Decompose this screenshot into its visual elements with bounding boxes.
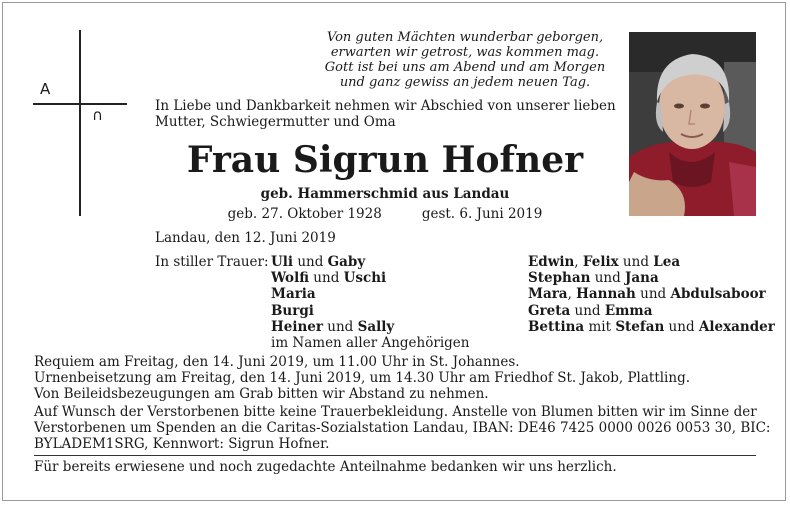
mourner-name: Wolfi xyxy=(271,270,310,287)
mourner-line: Heiner und Sally xyxy=(271,318,395,335)
mourner-name: Stephan xyxy=(528,270,591,287)
mourner-line: Bettina mit Stefan und Alexander xyxy=(528,318,775,335)
place-and-date: Landau, den 12. Juni 2019 xyxy=(155,230,336,246)
mourners-column-grandchildren xyxy=(528,254,775,335)
mourner-name: Mara xyxy=(528,286,568,303)
cross-horizontal-bar xyxy=(33,103,127,105)
poem xyxy=(320,30,610,90)
condolence-notice: Von Beileidsbezeugungen am Grab bitten wir Abstand zu nehmen. xyxy=(34,386,489,402)
mourner-name: Jana xyxy=(625,270,659,287)
mourner-name: Gaby xyxy=(327,254,366,270)
mourners-column-children xyxy=(271,254,469,351)
mourner-name: Greta xyxy=(528,302,571,319)
mourner-line: Wolfi und Uschi xyxy=(271,270,387,287)
burial-notice: Urnenbeisetzung am Freitag, den 14. Juni 2019, um 14.30 Uhr am Friedhof St. Jakob, Plattling. xyxy=(34,370,691,386)
mourner-name: Alexander xyxy=(698,318,775,335)
omega-symbol: ∩ xyxy=(92,106,103,124)
donation-line: BYLADEM1SRG, Kennwort: Sigrun Hofner. xyxy=(34,436,330,452)
poem-line: und ganz gewiss an jedem neuen Tag. xyxy=(339,75,591,90)
death-date: gest. 6. Juni 2019 xyxy=(421,206,543,222)
mourners-label: In stiller Trauer: xyxy=(155,254,269,270)
mourner-line xyxy=(271,303,469,319)
mourner-name: Hannah xyxy=(576,286,636,303)
birth-date: geb. 27. Oktober 1928 xyxy=(227,206,382,222)
requiem-notice: Requiem am Freitag, den 14. Juni 2019, um 11.00 Uhr in St. Johannes. xyxy=(34,354,520,370)
mourner-name: Lea xyxy=(653,254,681,270)
mourner-name: Uli xyxy=(271,254,294,270)
mourner-line: Mara, Hannah und Abdulsaboor xyxy=(528,286,766,303)
cross-vertical-bar xyxy=(79,30,81,216)
mourner-name: Emma xyxy=(604,302,653,319)
mourner-name: Maria xyxy=(271,286,316,303)
mourner-name: Bettina xyxy=(528,318,585,335)
life-dates xyxy=(155,206,615,222)
intro-line: Mutter, Schwiegermutter und Oma xyxy=(155,114,396,130)
mourner-line xyxy=(271,286,469,302)
poem-line: erwarten wir getrost, was kommen mag. xyxy=(330,45,600,60)
service-notices xyxy=(34,354,690,402)
donation-request xyxy=(34,404,771,452)
mourner-name: Uschi xyxy=(343,270,387,287)
thanks-note: Für bereits erwiesene und noch zugedachte Anteilnahme bedanken wir uns herzlich. xyxy=(34,459,617,475)
mourner-name: Edwin xyxy=(528,254,575,270)
mourner-name: Felix xyxy=(582,254,619,270)
poem-line: Gott ist bei uns am Abend und am Morgen xyxy=(324,60,606,75)
mourner-name: Abdulsaboor xyxy=(670,286,766,303)
mourner-line: Greta und Emma xyxy=(528,302,653,319)
portrait-photo xyxy=(629,32,756,216)
mourner-line: Stephan und Jana xyxy=(528,270,659,287)
intro-line: In Liebe und Dankbarkeit nehmen wir Abschied von unserer lieben xyxy=(155,98,616,114)
mourner-name: Stefan xyxy=(615,318,665,335)
maiden-name: geb. Hammerschmid aus Landau xyxy=(260,186,510,202)
poem-line: Von guten Mächten wunderbar geborgen, xyxy=(326,30,604,45)
donation-line: Auf Wunsch der Verstorbenen bitte keine Trauerbekleidung. Anstelle von Blumen bitten wir im Sinne der xyxy=(34,404,757,420)
mourner-name: Heiner xyxy=(271,318,323,335)
alpha-symbol: A xyxy=(40,80,51,98)
intro-text xyxy=(155,98,616,130)
mourner-line: Edwin, Felix und Lea xyxy=(528,254,681,270)
deceased-name: Frau Sigrun Hofner xyxy=(186,139,584,181)
donation-line: Verstorbenen um Spenden an die Caritas-Sozialstation Landau, IBAN: DE46 7425 0000 0026 0053 30, BIC: xyxy=(34,420,771,436)
divider xyxy=(34,455,756,456)
mourner-line: Uli und Gaby xyxy=(271,254,366,270)
mourner-name: Sally xyxy=(357,318,395,335)
mourner-name: Burgi xyxy=(271,302,314,319)
mourner-relatives: im Namen aller Angehörigen xyxy=(271,335,470,352)
